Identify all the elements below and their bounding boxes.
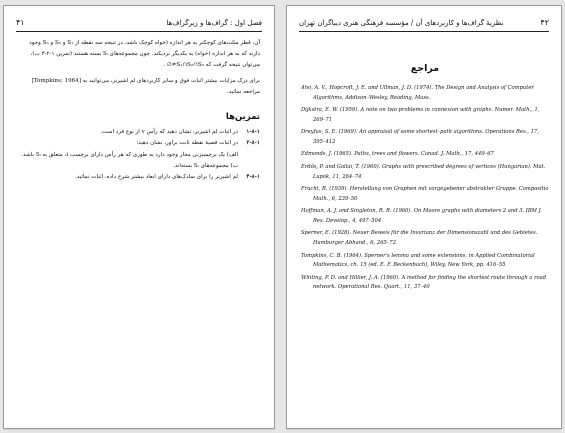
reference-entry: Dijkstra, E. W. (1959). A note on two problems in connexion with graphs. Numer. Math., 1, 269–71 xyxy=(301,106,540,123)
exercise-number: ۲-۸-۱ xyxy=(246,140,260,147)
body-paragraph: برای درک مزایات بیشتر اثبات فوق و سایر کاربردهای لم اشپرنر، می‌توانید به [Tompkins; 1964] مراجعه نمائید. xyxy=(31,77,260,95)
exercise-item xyxy=(18,127,260,138)
right-page xyxy=(287,6,561,428)
exercise-text: لم اشپرنر را برای سادک‌های دارای ابعاد بیشتر شرح داده، اثبات نمائید. xyxy=(75,174,238,181)
page-header xyxy=(299,17,549,32)
exercise-number: ۳-۸-۱ xyxy=(246,174,260,181)
page-number: ۴۱ xyxy=(16,18,25,27)
exercise-item xyxy=(18,172,260,183)
exercise-subitem xyxy=(18,161,260,172)
exercise-text: در اثبات قضیهٔ نقطه ثابت براور، نشان دهید: xyxy=(136,140,238,147)
exercise-item xyxy=(18,138,260,149)
reference-entry: Tompkins, C. B. (1964). Sperner's lemma and some extensions, in Applied Combinatorial Mathematics, ch. 15 (ed. E. F. Beckenbach), Wiley, New York, pp. 416–55 xyxy=(301,252,535,269)
reference-entry: Erdős, P. and Gallai, T. (1960). Graphs with prescribed degrees of vertices (Hungarian). Mat. Lapok, 11, 264–74 xyxy=(301,163,546,180)
exercise-text: ب) مجموعه‌های Sᵢ بسته‌اند. xyxy=(173,162,238,169)
body-paragraph: آن، قطر مثلث‌های کوچکتر به هر اندازه (خواه کوچک باشد، در نتیجه سه نقطه از S₁ و S₂ و S₃ وجود دارند که به هر اندازه (خواه) به یکدیگر نزدیکند. چون مجموعه‌های Sᵢ بسته هستند (تمرین ۱-۲-۳ ب)، می‌توان نتیجه گرفت که S₁∩S₂∩S₃≠∅ . xyxy=(29,40,260,69)
reference-entry: Frucht, R. (1939). Herstellung von Graphen mit vorgegebener abstrakter Gruppe. Compositio Math., 6, 239–50 xyxy=(301,185,549,202)
reference-entry: Hoffman, A. J. and Singleton, R. R. (1960). On Moore graphs with diameters 2 and 3. IBM J. Res. Develop., 4, 497–504 xyxy=(301,208,542,224)
exercise-number: ۱-۸-۱ xyxy=(246,129,260,136)
exercises-heading: تمرین‌ها xyxy=(225,112,260,123)
exercise-subitem xyxy=(18,150,260,161)
left-page xyxy=(4,6,274,428)
references-heading: مراجع xyxy=(410,63,440,74)
chapter-title: فصل اول : گراف‌ها و زیرگراف‌ها xyxy=(166,19,262,27)
reference-entry: Whiting, P. D. and Hillier, J. A. (1960). A method for finding the shortest route through a road network. Operational Res. Quart., 11, 37–40 xyxy=(301,274,547,291)
page-body xyxy=(18,38,260,183)
exercise-text: در اثبات لم اشپرنر، نشان دهید که رأس v از نوع فرد است. xyxy=(100,129,238,136)
reference-entry: Dreyfus, S. E. (1969). An appraisal of some shortest–path algorithms. Operations Res., 17, 395–412 xyxy=(301,129,539,145)
book-title: نظریهٔ گراف‌ها و کاربردهای آن / مؤسسه فرهنگی هنری دیباگران تهران xyxy=(299,19,504,27)
reference-entry: Sperner, E. (1928). Neuer Beweis für die Invarianz der Dimensionszahl und des Gebietes. Hamburger Abhand., 6, 265–72 xyxy=(301,230,538,247)
page-number: ۴۲ xyxy=(540,18,549,27)
page-body xyxy=(301,64,549,296)
reference-list xyxy=(301,84,549,293)
reference-entry: Edmonds, J. (1965). Paths, trees and flowers. Canad. J. Math., 17, 449–67 xyxy=(301,151,494,158)
exercise-text: الف) یک برچسبزنی مجاز وجود دارد به طوری که هر رأس دارای برچسب i، متعلق به Sᵢ باشد. xyxy=(21,151,238,158)
reference-entry: Aho, A. V., Hopcroft, J. E. and Ullman, J. D. (1974). The Design and Analysis of Computer Algorithms, Addison–Wesley, Reading, Mass. xyxy=(301,84,534,101)
page-header xyxy=(16,17,262,32)
